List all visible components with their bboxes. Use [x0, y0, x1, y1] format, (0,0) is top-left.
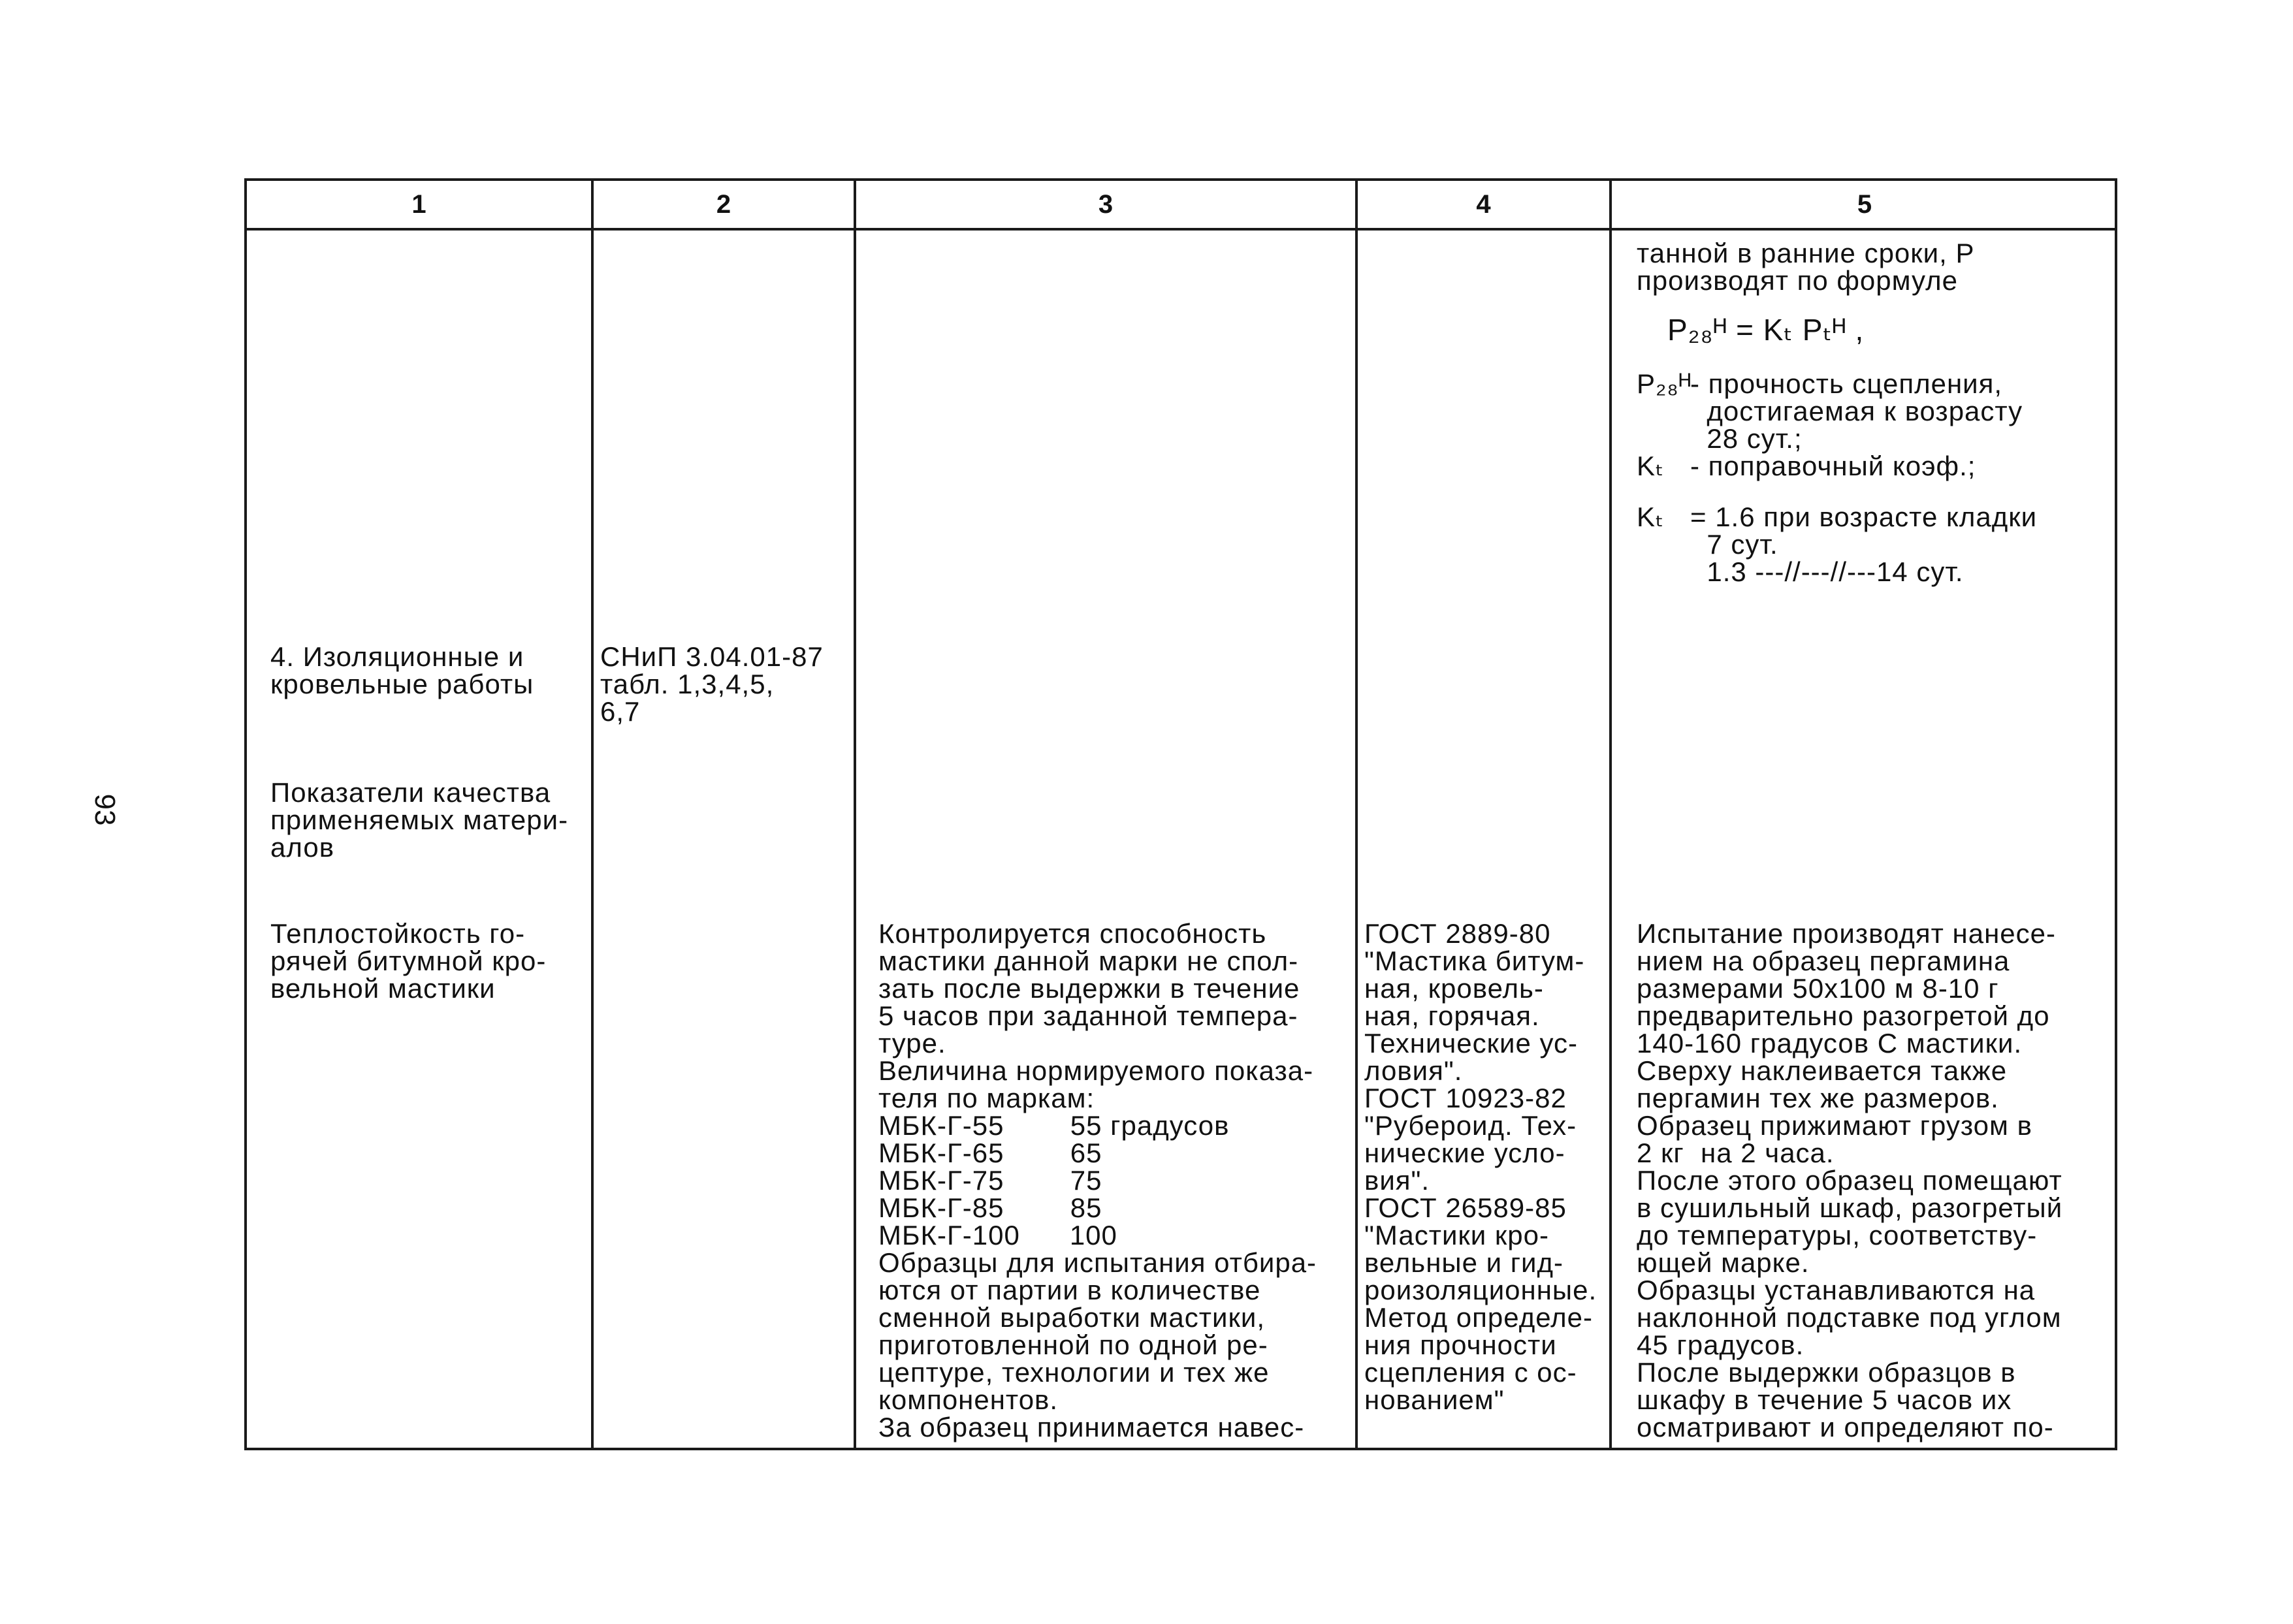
column-divider-1-2 [591, 181, 594, 1448]
header-col-5: 5 [1857, 190, 1872, 219]
strength-formula: P₂₈ᴴ = Kₜ Pₜᴴ , [1667, 313, 1865, 347]
definition-symbol-p28: P₂₈ᴴ [1637, 368, 1692, 399]
column-divider-4-5 [1609, 181, 1612, 1448]
page-number: 93 [89, 793, 121, 826]
method-intro: танной в ранние сроки, Р производят по формуле [1637, 238, 1975, 296]
header-col-1: 1 [411, 190, 426, 219]
standards-table [244, 178, 2117, 1450]
header-col-3: 3 [1098, 190, 1114, 219]
control-description: Контролируется способность мастики данной марки не спол- зать после выдержки в течение 5 часов при заданной темпера- туре. Величина нормируемого показа- теля по маркам: МБК-Г-55 55 градусов МБК-Г-65 65 МБК-Г-75 75 МБК-Г-85 85 МБК-Г-100 100 Образцы для испытания отбира- ются от партии в количестве сменной выработки мастики, приготовленной по одной ре- цептуре, технологии и тех же компонентов. За образец принимается навес- [878, 918, 1317, 1442]
definition-symbol-kt: Kₜ [1637, 451, 1665, 481]
column-divider-3-4 [1355, 181, 1358, 1448]
header-col-2: 2 [716, 190, 731, 219]
test-procedure: Испытание производят нанесе- нием на образец пергамина размерами 50х100 м 8-10 г предварительно разогретой до 140-160 градусов С мастики. Сверху наклеивается также пергамин тех же размеров. Образец прижимают грузом в 2 кг на 2 часа. После этого образец помещают в сушильный шкаф, разогретый до температуры, соответству- ющей марке. Образцы устанавливаются на наклонной подставке под углом 45 градусов. После выдержки образцов в шкафу в течение 5 часов их осматривают и определяют по- [1637, 918, 2063, 1442]
item-title: Теплостойкость го- рячей битумной кро- вельной мастики [270, 918, 547, 1004]
coefficient-symbol-kt: Kₜ [1637, 502, 1665, 532]
coefficient-values: = 1.6 при возрасте кладки 7 сут. 1.3 ---//---//---14 сут. [1690, 502, 2038, 587]
header-divider [247, 228, 2115, 231]
definition-kt: - поправочный коэф.; [1690, 451, 1976, 481]
section-title: 4. Изоляционные и кровельные работы [270, 641, 534, 699]
standards-list: ГОСТ 2889-80 "Мастика битум- ная, кровель- ная, горячая. Технические ус- ловия". ГОСТ 10923-82 "Рубероид. Тех- нические усло- вия". ГОСТ 26589-85 "Мастики кро- вельные и гид- роизоляционные. Метод определе- ния прочности сцепления с ос- нованием" [1364, 918, 1597, 1415]
reference-text: СНиП 3.04.01-87 табл. 1,3,4,5, 6,7 [600, 641, 824, 727]
definition-p28: - прочность сцепления, достигаемая к возрасту 28 сут.; [1690, 368, 2023, 454]
subsection-title: Показатели качества применяемых матери- алов [270, 777, 569, 863]
column-divider-2-3 [854, 181, 856, 1448]
header-col-4: 4 [1476, 190, 1491, 219]
